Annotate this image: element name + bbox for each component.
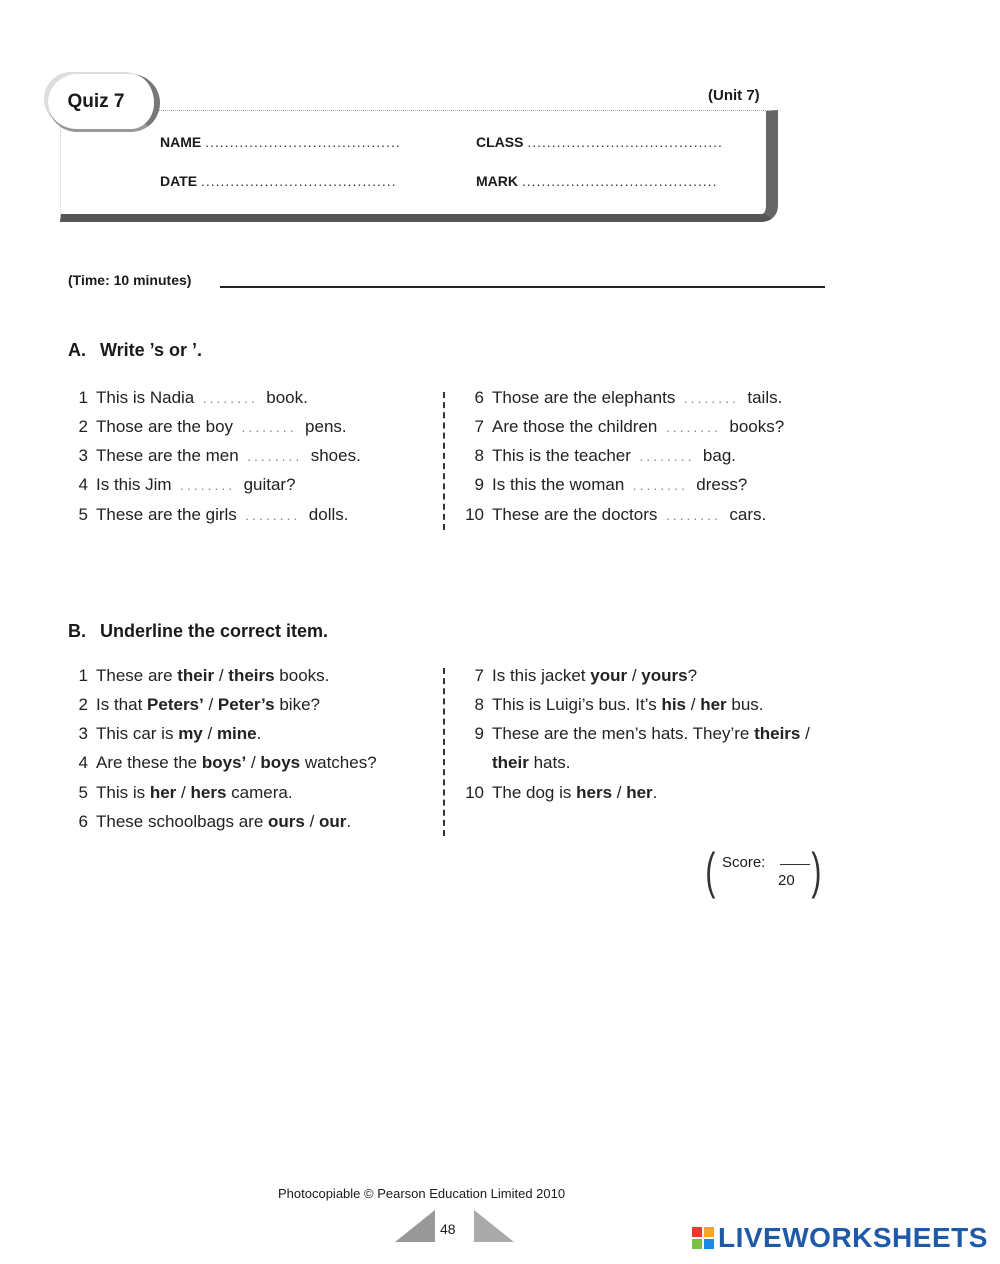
date-dots: ........................................ [200, 173, 397, 189]
option-one[interactable]: Peters’ [147, 695, 204, 714]
mark-field[interactable] [476, 173, 717, 189]
item-number: 6 [474, 388, 484, 407]
answer-blank[interactable]: ........ [639, 448, 695, 464]
answer-blank[interactable]: ........ [241, 419, 297, 435]
item-number: 1 [78, 666, 88, 685]
item-text-before: Is this the woman [492, 475, 625, 494]
liveworksheets-logo[interactable] [692, 1222, 988, 1254]
item-text-after: bike? [274, 695, 320, 714]
mark-dots: ........................................ [521, 173, 718, 189]
item-text-after: hats. [528, 753, 571, 772]
name-label: NAME [160, 134, 202, 150]
option-separator: / [246, 753, 261, 772]
answer-blank[interactable]: ........ [665, 419, 721, 435]
item-number: 10 [465, 505, 484, 524]
item-text-after: . [346, 812, 352, 831]
exercise-b-item [58, 666, 329, 686]
item-text-before: Is that [96, 695, 148, 714]
option-separator: / [304, 812, 320, 831]
exercise-b-item [454, 724, 810, 744]
exercise-a-item [58, 446, 361, 466]
item-number: 7 [474, 417, 484, 436]
option-two[interactable]: hers [190, 783, 227, 802]
option-one[interactable]: your [590, 666, 628, 685]
logo-grid-icon [692, 1227, 714, 1249]
option-one[interactable]: my [178, 724, 203, 743]
section-a-title [68, 340, 202, 361]
item-text-before: These are [96, 666, 178, 685]
section-a-instruction: Write ’s or ’. [100, 340, 203, 360]
item-text-after: dress? [696, 475, 748, 494]
score-box [705, 843, 828, 899]
exercise-b-item [454, 695, 764, 715]
item-text-before: This is [96, 783, 150, 802]
option-one[interactable]: his [661, 695, 687, 714]
item-number: 1 [78, 388, 88, 407]
option-one[interactable]: their [492, 753, 529, 772]
exercise-b-item [58, 753, 377, 773]
exercise-a-item [58, 475, 296, 495]
option-one[interactable]: her [149, 783, 177, 802]
page-decoration-right [474, 1210, 514, 1242]
option-separator: / [627, 666, 642, 685]
exercise-a-item [58, 388, 308, 408]
item-number: 9 [474, 724, 484, 743]
exercise-b-item [58, 812, 351, 832]
option-one[interactable]: theirs [754, 724, 801, 743]
exercise-b-item [58, 724, 261, 744]
option-two[interactable]: her [700, 695, 727, 714]
item-text-before: These are the doctors [492, 505, 658, 524]
section-b-divider [443, 668, 445, 836]
exercise-a-item [454, 475, 747, 495]
logo-square [692, 1239, 702, 1249]
exercise-a-item [58, 505, 348, 525]
answer-blank[interactable]: ........ [202, 390, 258, 406]
answer-blank[interactable]: ........ [632, 477, 688, 493]
answer-blank[interactable]: ........ [683, 390, 739, 406]
item-text-before: Is this jacket [492, 666, 591, 685]
item-number: 8 [474, 446, 484, 465]
section-b-instruction: Underline the correct item. [100, 621, 329, 641]
item-text-before: The dog is [492, 783, 577, 802]
item-text-after: cars. [729, 505, 767, 524]
exercise-b-item [58, 783, 293, 803]
section-a-divider [443, 392, 445, 530]
page-decoration-left [395, 1210, 435, 1242]
item-number: 7 [474, 666, 484, 685]
item-text-before: These schoolbags are [96, 812, 268, 831]
class-dots: ........................................ [527, 134, 723, 150]
item-text-after: books? [729, 417, 785, 436]
item-number: 3 [78, 446, 88, 465]
option-separator: / [214, 666, 229, 685]
item-text-after: dolls. [308, 505, 349, 524]
exercise-a-item [454, 446, 736, 466]
answer-blank[interactable]: ........ [245, 507, 301, 523]
name-field[interactable] [160, 134, 401, 150]
item-number: 8 [474, 695, 484, 714]
score-paren-left: ( [705, 843, 716, 899]
item-number: 10 [465, 783, 484, 802]
item-number: 5 [78, 783, 88, 802]
class-label: CLASS [476, 134, 524, 150]
option-two[interactable]: our [319, 812, 347, 831]
option-two[interactable]: yours [641, 666, 688, 685]
item-text-before: These are the girls [96, 505, 237, 524]
option-one[interactable]: ours [268, 812, 305, 831]
item-number: 5 [78, 505, 88, 524]
date-field[interactable] [160, 173, 397, 189]
page-number: 48 [440, 1221, 456, 1237]
item-number: 4 [78, 753, 88, 772]
answer-blank[interactable]: ........ [247, 448, 303, 464]
item-text-before: Those are the elephants [492, 388, 676, 407]
logo-text: LIVEWORKSHEETS [718, 1222, 988, 1253]
item-text-before: These are the men [96, 446, 239, 465]
option-two[interactable]: her [626, 783, 653, 802]
class-field[interactable] [476, 134, 723, 150]
section-a-letter: A. [68, 340, 86, 360]
exercise-b-item [58, 695, 320, 715]
logo-square [704, 1227, 714, 1237]
logo-square [704, 1239, 714, 1249]
option-separator: / [202, 724, 217, 743]
item-text-after: bag. [702, 446, 736, 465]
item-number: 2 [78, 417, 88, 436]
score-label: Score: [722, 854, 766, 871]
item-text-before: This car is [96, 724, 179, 743]
item-text-after: watches? [300, 753, 377, 772]
item-text-before: Those are the boy [96, 417, 234, 436]
item-text-after: guitar? [243, 475, 296, 494]
score-total: 20 [778, 872, 795, 889]
item-number: 9 [474, 475, 484, 494]
item-text-after: tails. [747, 388, 783, 407]
exercise-b-item [454, 753, 570, 773]
name-dots: ........................................ [205, 134, 401, 150]
item-text-after: . [652, 783, 658, 802]
time-limit: (Time: 10 minutes) [68, 272, 192, 288]
exercise-a-item [454, 505, 766, 525]
option-two[interactable]: boys [260, 753, 301, 772]
time-rule [220, 286, 825, 288]
item-text-after: . [256, 724, 262, 743]
score-fraction-line [780, 864, 810, 865]
item-text-after: book. [266, 388, 308, 407]
option-separator: / [612, 783, 627, 802]
quiz-badge [48, 74, 160, 132]
item-number: 3 [78, 724, 88, 743]
option-one[interactable]: boys’ [201, 753, 247, 772]
exercise-a-item [58, 417, 347, 437]
item-number: 4 [78, 475, 88, 494]
item-text-before: This is Luigi’s bus. It’s [492, 695, 662, 714]
item-text-before: Are these the [96, 753, 202, 772]
item-text-before: This is Nadia [96, 388, 195, 407]
option-one[interactable]: hers [576, 783, 613, 802]
answer-blank[interactable]: ........ [665, 507, 721, 523]
option-separator: / [176, 783, 191, 802]
item-number: 2 [78, 695, 88, 714]
score-paren-right: ) [811, 843, 822, 899]
item-text-after: camera. [226, 783, 293, 802]
item-text-before: These are the men’s hats. They’re [492, 724, 755, 743]
student-info-box [60, 110, 778, 222]
item-text-after: ? [687, 666, 698, 685]
option-two[interactable]: mine [216, 724, 257, 743]
item-text-after: pens. [305, 417, 347, 436]
option-separator: / [686, 695, 701, 714]
exercise-b-item [454, 783, 657, 803]
section-b-title [68, 621, 328, 642]
option-two[interactable]: Peter’s [217, 695, 275, 714]
quiz-label: Quiz 7 [67, 90, 125, 112]
exercise-a-item [454, 417, 784, 437]
item-text-after: shoes. [310, 446, 361, 465]
option-separator: / [800, 724, 810, 743]
answer-blank[interactable]: ........ [180, 477, 236, 493]
section-b-letter: B. [68, 621, 86, 641]
exercise-a-item [454, 388, 782, 408]
mark-label: MARK [476, 173, 518, 189]
item-text-before: Is this Jim [96, 475, 172, 494]
option-two[interactable]: theirs [228, 666, 275, 685]
item-text-before: Are those the children [492, 417, 658, 436]
date-label: DATE [160, 173, 198, 189]
exercise-b-item [454, 666, 697, 686]
item-text-after: books. [274, 666, 330, 685]
option-separator: / [203, 695, 218, 714]
option-one[interactable]: their [177, 666, 215, 685]
item-text-before: This is the teacher [492, 446, 631, 465]
item-number: 6 [78, 812, 88, 831]
unit-label: (Unit 7) [708, 87, 760, 104]
copyright-notice: Photocopiable © Pearson Education Limited 2010 [278, 1186, 566, 1201]
logo-square [692, 1227, 702, 1237]
item-text-after: bus. [726, 695, 764, 714]
